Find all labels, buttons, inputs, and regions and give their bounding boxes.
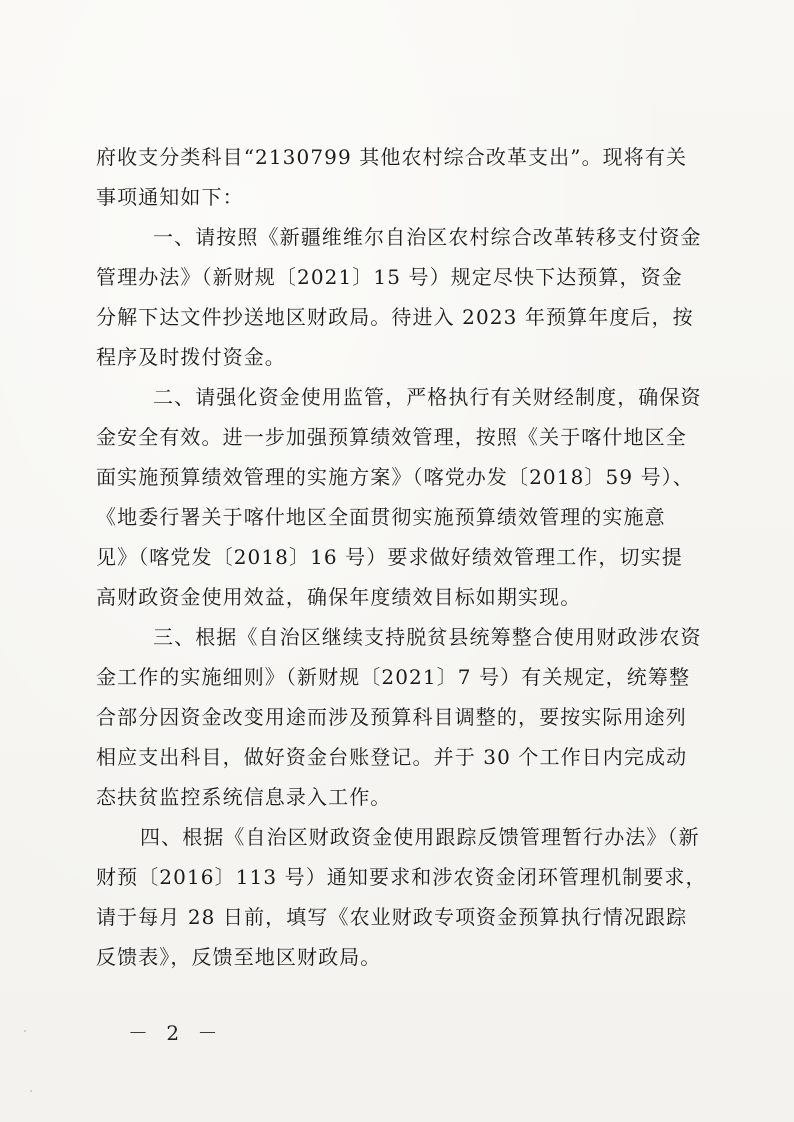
text-line: 《地委行署关于喀什地区全面贯彻实施预算绩效管理的实施意 [96, 505, 666, 529]
scan-speck [30, 1090, 32, 1092]
paragraph-3-start: 三、根据《自治区继续支持脱贫县统筹整合使用财政涉农资 [153, 625, 702, 649]
text-line: 态扶贫监控系统信息录入工作。 [96, 785, 392, 809]
text-line: 请于每月 28 日前，填写《农业财政专项资金预算执行情况跟踪 [96, 905, 688, 929]
text-line: 金安全有效。进一步加强预算绩效管理，按照《关于喀什地区全 [96, 425, 687, 449]
text-line: 程序及时拨付资金。 [96, 345, 286, 369]
text-line: 管理办法》（新财规〔2021〕15 号）规定尽快下达预算，资金 [96, 265, 683, 289]
paragraph-4-start: 四、根据《自治区财政资金使用跟踪反馈管理暂行办法》（新 [140, 825, 700, 849]
paragraph-2-start: 二、请强化资金使用监管，严格执行有关财经制度，确保资 [153, 385, 702, 409]
text-line: 面实施预算绩效管理的实施方案》（喀党办发〔2018〕59 号）、 [96, 465, 694, 489]
text-line: 府收支分类科目“2130799 其他农村综合改革支出”。现将有关 [96, 145, 688, 169]
text-line: 反馈表》，反馈至地区财政局。 [96, 945, 382, 969]
text-line: 事项通知如下： [96, 185, 244, 209]
text-line: 财预〔2016〕113 号）通知要求和涉农资金闭环管理机制要求， [96, 865, 707, 889]
text-line: 分解下达文件抄送地区财政局。待进入 2023 年预算年度后，按 [96, 305, 694, 329]
text-line: 金工作的实施细则》（新财规〔2021〕7 号）有关规定，统筹整 [96, 665, 691, 689]
scan-speck [24, 1030, 26, 1032]
text-line: 相应支出科目，做好资金台账登记。并于 30 个工作日内完成动 [96, 745, 688, 769]
paragraph-1-start: 一、请按照《新疆维维尔自治区农村综合改革转移支付资金 [153, 225, 702, 249]
page-number: － 2 － [128, 1021, 224, 1045]
text-line: 高财政资金使用效益，确保年度绩效目标如期实现。 [96, 585, 582, 609]
body-text [96, 137, 708, 977]
text-line: 见》（喀党发〔2018〕16 号）要求做好绩效管理工作，切实提 [96, 545, 683, 569]
text-line: 合部分因资金改变用途而涉及预算科目调整的，要按实际用途列 [96, 705, 687, 729]
